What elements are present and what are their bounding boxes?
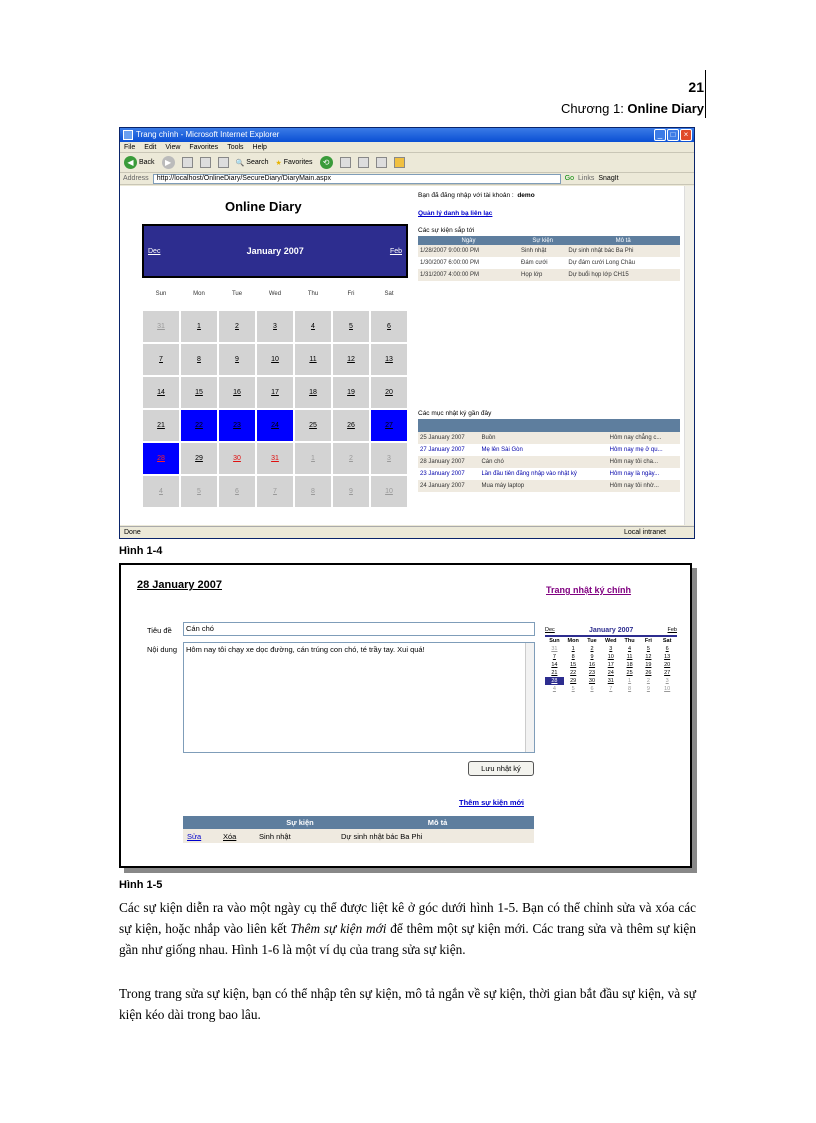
caption-fig4: Hình 1-4 xyxy=(119,545,163,557)
table-row xyxy=(418,257,680,269)
calendar-day[interactable]: 9 xyxy=(646,686,650,692)
mini-calendar xyxy=(545,627,677,693)
menu-favorites[interactable]: Favorites xyxy=(189,144,219,151)
table-row xyxy=(418,444,680,456)
title-input[interactable]: Cán chó xyxy=(183,622,535,636)
calendar-day[interactable]: 2 xyxy=(590,646,594,652)
calendar-day[interactable]: 3 xyxy=(256,310,294,343)
calendar-day[interactable]: 22 xyxy=(570,670,577,676)
cell: Cán chó xyxy=(479,456,607,468)
calendar-day[interactable]: 3 xyxy=(609,646,613,652)
calendar-day[interactable]: 26 xyxy=(332,409,370,442)
chapter-title xyxy=(561,98,704,120)
calendar-day[interactable]: 14 xyxy=(551,662,558,668)
table-row xyxy=(418,456,680,468)
online-diary-title: Online Diary xyxy=(225,199,302,214)
textarea-scrollbar[interactable] xyxy=(525,643,534,752)
calendar-day[interactable]: 12 xyxy=(645,654,652,660)
next-month-link[interactable]: Feb xyxy=(389,247,402,255)
new-event-link[interactable]: Thêm sự kiện mới xyxy=(459,798,524,807)
calendar-day[interactable]: 13 xyxy=(664,654,671,660)
favorites-label: Favorites xyxy=(283,159,313,166)
refresh-icon[interactable] xyxy=(200,157,211,168)
calendar-day[interactable]: 23 xyxy=(218,409,256,442)
calendar-day[interactable]: 8 xyxy=(180,343,218,376)
calendar-day[interactable]: 8 xyxy=(571,654,575,660)
cell: Hôm nay chẳng c... xyxy=(608,432,680,444)
mini-next-link[interactable]: Feb xyxy=(667,627,677,633)
calendar-day[interactable]: 10 xyxy=(664,686,671,692)
mini-month: January 2007 xyxy=(588,627,634,634)
main-diary-link[interactable]: Trang nhật ký chính xyxy=(546,585,632,595)
caption-fig5: Hình 1-5 xyxy=(119,879,163,891)
calendar-day[interactable]: 16 xyxy=(588,662,596,668)
cell: Mua máy laptop xyxy=(479,480,607,492)
calendar-day[interactable]: 23 xyxy=(588,670,596,676)
cell[interactable]: 27 January 2007 xyxy=(420,447,465,453)
cell: Hôm nay tôi nhờ... xyxy=(608,480,680,492)
calendar-day[interactable]: 10 xyxy=(607,654,614,660)
calendar-day[interactable]: 9 xyxy=(590,654,594,660)
calendar-day[interactable]: 4 xyxy=(628,646,632,652)
calendar-day[interactable]: 29 xyxy=(180,442,218,475)
mini-calendar-days xyxy=(545,637,677,693)
close-icon[interactable]: × xyxy=(680,129,692,141)
calendar-day[interactable]: 10 xyxy=(256,343,294,376)
weekday-label: Tue xyxy=(231,291,243,297)
go-button[interactable]: Go xyxy=(564,175,575,182)
browser-window xyxy=(119,127,695,539)
favorites-button[interactable] xyxy=(275,159,312,167)
title-bar xyxy=(120,128,694,142)
calendar-day[interactable]: 21 xyxy=(551,670,558,676)
calendar-day[interactable]: 9 xyxy=(218,343,256,376)
calendar-day[interactable]: 31 xyxy=(607,678,614,684)
weekday-label: Sun xyxy=(155,291,167,297)
calendar-day[interactable]: 7 xyxy=(256,475,294,508)
calendar-day[interactable]: 31 xyxy=(551,646,558,652)
calendar-day[interactable]: 17 xyxy=(256,376,294,409)
calendar-day[interactable]: 1 xyxy=(571,646,575,652)
menu-help[interactable]: Help xyxy=(252,144,267,151)
edit-diary-page xyxy=(119,563,692,868)
contacts-link[interactable]: Quản lý danh bạ liên lạc xyxy=(418,210,493,217)
table-row xyxy=(183,829,534,843)
table-row xyxy=(418,468,680,480)
page-number: 21 xyxy=(688,79,704,95)
cell: Họp lớp xyxy=(519,269,566,281)
window-title: Trang chính - Microsoft Internet Explorer xyxy=(136,130,280,139)
weekday-label: Mon xyxy=(567,638,579,644)
table-row xyxy=(418,480,680,492)
calendar-day[interactable]: 31 xyxy=(142,310,180,343)
calendar-day[interactable]: 8 xyxy=(628,686,632,692)
page-header xyxy=(561,76,704,120)
print-icon[interactable] xyxy=(358,157,369,168)
back-button[interactable] xyxy=(124,156,155,169)
menu-file[interactable]: File xyxy=(124,144,136,151)
search-button[interactable] xyxy=(236,159,269,167)
calendar-day[interactable]: 4 xyxy=(294,310,332,343)
cell: Hôm nay tôi cha... xyxy=(608,456,680,468)
calendar-day[interactable]: 1 xyxy=(628,678,632,684)
links-label[interactable]: Links xyxy=(578,175,595,182)
weekday-label: Fri xyxy=(347,291,355,297)
zone-label: Local intranet xyxy=(623,529,666,536)
calendar-day[interactable]: 2 xyxy=(332,442,370,475)
chapter-prefix: Chương 1: xyxy=(561,101,628,116)
p1-text-a: Các sự kiện diễn ra vào một ngày cụ thể được liệt kê ở góc dưới hình 1-5. Bạn có thể chỉnh sửa và xóa các sự kiện, hoặc nhắp vào liên kết xyxy=(119,900,696,936)
weekday-label: Sat xyxy=(662,638,672,644)
calendar-day[interactable]: 21 xyxy=(142,409,180,442)
calendar-day[interactable]: 11 xyxy=(626,654,633,660)
calendar-day[interactable]: 1 xyxy=(294,442,332,475)
calendar-day[interactable]: 20 xyxy=(370,376,408,409)
calendar-day[interactable]: 5 xyxy=(332,310,370,343)
weekday-label: Thu xyxy=(307,291,319,297)
save-diary-button[interactable]: Lưu nhật ký xyxy=(468,761,534,776)
event-desc: Dự sinh nhật bác Ba Phi xyxy=(341,829,534,843)
mail-icon[interactable] xyxy=(340,157,351,168)
back-label: Back xyxy=(139,159,155,166)
calendar-day[interactable]: 20 xyxy=(664,662,671,668)
calendar-day[interactable]: 25 xyxy=(626,670,633,676)
calendar-day[interactable]: 14 xyxy=(142,376,180,409)
weekday-label: Sat xyxy=(384,291,394,297)
events-table xyxy=(183,816,534,843)
chapter-name: Online Diary xyxy=(627,101,704,116)
calendar-day[interactable]: 13 xyxy=(370,343,408,376)
p1-text-b: để thêm một sự kiện mới. Các trang sửa và thêm sự kiện gần như giống nhau. Hình 1-6 là một ví dụ của trang sửa sự kiện. xyxy=(119,921,696,957)
weekday-label: Tue xyxy=(587,638,597,644)
weekday-label: Sun xyxy=(549,638,560,644)
upcoming-title: Các sự kiện sắp tới xyxy=(418,227,475,234)
cell: Dự sinh nhật bác Ba Phi xyxy=(566,245,680,257)
body-paragraph-2: Trong trang sửa sự kiện, bạn có thể nhập tên sự kiện, mô tả ngắn về sự kiện, thời gian bắt đầu sự kiện, và sự kiện kéo dài trong bao lâu. xyxy=(119,986,696,1022)
cell: 1/30/2007 6:00:00 PM xyxy=(420,260,480,266)
cell: 1/28/2007 9:00:00 PM xyxy=(418,245,519,257)
weekday-label: Wed xyxy=(605,638,617,644)
stop-icon[interactable] xyxy=(182,157,193,168)
calendar-day[interactable]: 4 xyxy=(552,686,556,692)
calendar-day[interactable]: 5 xyxy=(571,686,575,692)
address-input[interactable]: http://localhost/OnlineDiary/SecureDiary/DiaryMain.aspx xyxy=(153,174,561,184)
cell: Dự buổi họp lớp CH15 xyxy=(566,269,680,281)
cell: Đám cưới xyxy=(521,260,548,266)
cell: 28 January 2007 xyxy=(418,456,479,468)
cell: Sinh nhật xyxy=(519,245,566,257)
menu-edit[interactable]: Edit xyxy=(144,144,157,151)
calendar-day[interactable]: 7 xyxy=(142,343,180,376)
menu-tools[interactable]: Tools xyxy=(227,144,244,151)
col-event: Sự kiện xyxy=(519,236,566,245)
toolbar xyxy=(120,153,694,173)
cell[interactable]: Mẹ lên Sài Gòn xyxy=(481,447,523,453)
col-desc: Mô tả xyxy=(341,816,534,829)
calendar-day[interactable]: 1 xyxy=(180,310,218,343)
minimize-icon[interactable]: _ xyxy=(654,129,666,141)
col-delete xyxy=(223,816,259,829)
content-text: Hôm nay tôi chạy xe dọc đường, cán trúng con chó, té trầy tay. Xui quá! xyxy=(186,645,425,654)
calendar-day[interactable]: 4 xyxy=(142,475,180,508)
cell: 24 January 2007 xyxy=(418,480,479,492)
calendar-day[interactable]: 3 xyxy=(370,442,408,475)
folder-icon[interactable] xyxy=(394,157,405,168)
weekday-row xyxy=(142,278,408,310)
calendar-day[interactable]: 6 xyxy=(590,686,594,692)
calendar-day[interactable]: 30 xyxy=(588,678,596,684)
weekday-label: Wed xyxy=(268,291,282,297)
ie-icon xyxy=(123,130,133,140)
home-icon[interactable] xyxy=(218,157,229,168)
content-textarea[interactable] xyxy=(183,642,535,753)
table-row xyxy=(418,245,680,257)
calendar-day[interactable]: 12 xyxy=(332,343,370,376)
address-bar xyxy=(120,173,694,185)
username: demo xyxy=(517,192,535,199)
star-icon: ★ xyxy=(275,159,282,167)
weekday-label: Fri xyxy=(644,638,652,644)
calendar-day[interactable]: 27 xyxy=(664,670,671,676)
upcoming-events-table xyxy=(418,236,680,281)
calendar-day[interactable]: 6 xyxy=(218,475,256,508)
calendar-day[interactable]: 18 xyxy=(294,376,332,409)
mini-prev-link[interactable]: Dec xyxy=(545,627,555,633)
calendar-day[interactable]: 24 xyxy=(256,409,294,442)
cell: Buồn xyxy=(479,432,607,444)
calendar-day[interactable]: 22 xyxy=(180,409,218,442)
cell[interactable]: Lần đầu tiên đăng nhập vào nhật ký xyxy=(481,471,577,477)
cell: 25 January 2007 xyxy=(418,432,479,444)
calendar-day[interactable]: 17 xyxy=(607,662,614,668)
calendar-day[interactable]: 3 xyxy=(665,678,669,684)
calendar-day[interactable]: 9 xyxy=(332,475,370,508)
forward-icon[interactable]: ▶ xyxy=(162,156,175,169)
cell: Hôm nay mẹ ở qu... xyxy=(609,447,663,453)
calendar-day[interactable]: 16 xyxy=(218,376,256,409)
calendar-day[interactable]: 30 xyxy=(218,442,256,475)
back-arrow-icon: ◀ xyxy=(124,156,137,169)
edit-icon[interactable] xyxy=(376,157,387,168)
calendar-day[interactable]: 7 xyxy=(552,654,556,660)
calendar-day[interactable]: 28 xyxy=(545,677,564,685)
table-row xyxy=(418,432,680,444)
calendar-day[interactable]: 31 xyxy=(256,442,294,475)
diary-calendar xyxy=(142,224,408,506)
p1-emphasis: Thêm sự kiện mới xyxy=(290,921,387,936)
cell[interactable]: 23 January 2007 xyxy=(420,471,465,477)
calendar-day[interactable]: 18 xyxy=(626,662,633,668)
login-text: Bạn đã đăng nhập với tài khoản : xyxy=(418,192,514,199)
snagit-button[interactable]: SnagIt xyxy=(598,175,619,182)
calendar-day[interactable]: 7 xyxy=(609,686,613,692)
calendar-day[interactable]: 19 xyxy=(332,376,370,409)
recent-title: Các mục nhật ký gần đây xyxy=(418,410,492,417)
calendar-day[interactable]: 10 xyxy=(370,475,408,508)
content-label: Nội dung xyxy=(147,645,178,654)
calendar-day[interactable]: 2 xyxy=(218,310,256,343)
event-name: Sinh nhật xyxy=(259,829,341,843)
weekday-label: Thu xyxy=(624,638,635,644)
entry-date: 28 January 2007 xyxy=(137,579,223,591)
calendar-day[interactable]: 5 xyxy=(180,475,218,508)
calendar-day[interactable]: 6 xyxy=(665,646,669,652)
calendar-day[interactable]: 27 xyxy=(370,409,408,442)
calendar-day[interactable]: 11 xyxy=(294,343,332,376)
table-row xyxy=(418,269,680,281)
calendar-day[interactable]: 5 xyxy=(646,646,650,652)
page-content xyxy=(120,186,694,525)
col-date: Ngày xyxy=(418,236,519,245)
vertical-scrollbar[interactable] xyxy=(684,186,694,525)
menu-bar xyxy=(120,142,694,153)
col-edit xyxy=(183,816,223,829)
calendar-day[interactable]: 6 xyxy=(370,310,408,343)
calendar-day[interactable]: 26 xyxy=(645,670,652,676)
login-info xyxy=(418,192,535,199)
cell: Dự đám cưới Long Châu xyxy=(568,260,636,266)
calendar-day[interactable]: 24 xyxy=(607,670,614,676)
calendar-day[interactable]: 8 xyxy=(294,475,332,508)
calendar-days xyxy=(142,310,408,508)
calendar-day[interactable]: 15 xyxy=(180,376,218,409)
calendar-header xyxy=(142,224,408,278)
status-bar xyxy=(120,526,694,538)
calendar-day[interactable]: 25 xyxy=(294,409,332,442)
delete-link[interactable]: Xóa xyxy=(223,829,259,843)
header-rule xyxy=(705,70,706,118)
address-label: Address xyxy=(123,175,149,182)
edit-link[interactable]: Sửa xyxy=(183,829,223,843)
history-icon[interactable]: ⟲ xyxy=(320,156,333,169)
maximize-icon[interactable]: □ xyxy=(667,129,679,141)
calendar-day[interactable]: 2 xyxy=(646,678,650,684)
prev-month-link[interactable]: Dec xyxy=(148,247,161,255)
calendar-day[interactable]: 15 xyxy=(570,662,577,668)
col-event: Sự kiện xyxy=(259,816,341,829)
recent-entries-table xyxy=(418,419,680,492)
body-paragraph-1 xyxy=(119,897,696,960)
weekday-label: Mon xyxy=(193,291,205,297)
menu-view[interactable]: View xyxy=(165,144,181,151)
cell: Hôm nay là ngày... xyxy=(609,471,660,477)
col-desc: Mô tả xyxy=(566,236,680,245)
calendar-day[interactable]: 19 xyxy=(645,662,652,668)
recent-header xyxy=(418,419,680,432)
calendar-month: January 2007 xyxy=(246,246,304,256)
status-text: Done xyxy=(124,529,141,536)
search-label: Search xyxy=(246,159,269,166)
search-icon: 🔍 xyxy=(235,159,245,167)
cell: 1/31/2007 4:00:00 PM xyxy=(418,269,519,281)
calendar-day[interactable]: 28 xyxy=(142,442,180,475)
title-label: Tiêu đề xyxy=(147,626,172,635)
calendar-day[interactable]: 29 xyxy=(570,678,577,684)
mini-calendar-header xyxy=(545,627,677,637)
